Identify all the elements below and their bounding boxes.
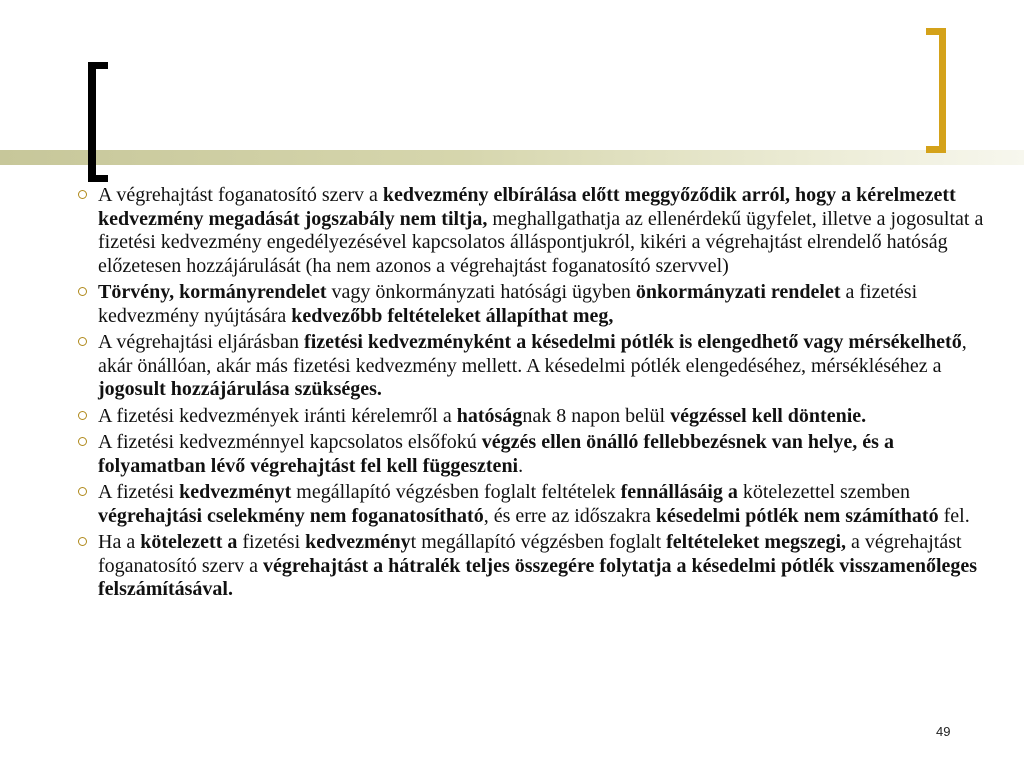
text: megállapító végzésben foglalt feltételek [291,481,621,503]
text: meghallgathatja az ellenérdekű ügyfelet, illetve a jogosultat a fizetési kedvezmény engedélyezésével kapcsolatos álláspontjukról, kikéri a végrehajtást elrendelő hatóság előzetesen hozzájárulását (ha nem azonos a végrehajtást foganatosító szervvel) [98,207,984,277]
list-item [78,481,984,528]
text: nak 8 napon belül [522,404,671,427]
text: a fizetési kedvezmény nyújtására [98,281,918,327]
text: a végrehajtást foganatosító szerv a [98,531,962,577]
decorative-band [0,150,1024,165]
list-item [78,331,984,402]
circle-outline-icon [78,487,87,496]
text: fizetési [237,531,306,553]
list-item [78,184,984,278]
bold-text: végzés ellen önálló fellebbezésnek van helye, és a folyamatban lévő végrehajtást fel kell függeszteni [98,431,894,477]
bold-text: kedvezőbb feltételeket állapíthat meg, [291,304,614,327]
bold-text: fizetési kedvezményként a késedelmi pótlék is elengedhető vagy mérsékelhető [304,331,962,353]
list-item [78,405,984,429]
text: A fizetési kedvezmények iránti kérelemről a [98,404,457,427]
bold-text: jogosult hozzájárulása szükséges. [98,378,382,400]
list-item [78,431,984,478]
bold-text: fennállásáig a [620,481,738,503]
circle-outline-icon [78,190,87,199]
text: A végrehajtási eljárásban [98,331,305,353]
list-item [78,281,984,328]
circle-outline-icon [78,411,87,420]
bold-text: önkormányzati rendelet [635,281,841,303]
circle-outline-icon [78,337,87,346]
bold-text: késedelmi pótlék nem számítható [655,504,939,527]
bullet-list [78,184,984,605]
text: fel. [938,504,970,527]
text: kötelezettel szemben [737,481,910,503]
bold-text: kedvezmény [305,531,411,553]
bold-text: kedvezmény elbírálása előtt meggyőződik arról, hogy a kérelmezett kedvezmény megadását jogszabály nem tiltja, [98,184,956,230]
text: Ha a [98,531,141,553]
circle-outline-icon [78,437,87,446]
text: , és erre az időszakra [483,504,656,527]
text: t megállapító végzésben foglalt [410,531,667,553]
right-bracket-icon [926,28,946,153]
bold-text: Törvény, kormányrendelet [98,281,327,303]
circle-outline-icon [78,287,87,296]
bold-text: kedvezményt [179,481,292,503]
text: A fizetési kedvezménnyel kapcsolatos elsőfokú [98,431,482,453]
text: . [518,454,524,477]
text: vagy önkormányzati hatósági ügyben [326,281,636,303]
bold-text: végrehajtási cselekmény nem foganatosítható [98,504,484,527]
bold-text: végzéssel kell döntenie. [670,404,867,427]
text: , akár önállóan, akár más fizetési kedvezmény mellett. A késedelmi pótlék elengedéséhez, mérsékléséhez a [98,331,967,377]
left-bracket-icon [88,62,108,182]
list-item [78,531,984,602]
bold-text: végrehajtást a hátralék teljes összegére folytatja a késedelmi pótlék visszamenőleges felszámításával. [98,554,978,600]
text: A fizetési [98,481,180,503]
bold-text: kötelezett a [140,531,238,553]
bold-text: feltételeket megszegi, [666,531,847,553]
circle-outline-icon [78,537,87,546]
text: A végrehajtást foganatosító szerv a [98,184,383,206]
page-number: 49 [936,724,951,739]
bold-text: hatóság [456,404,523,427]
